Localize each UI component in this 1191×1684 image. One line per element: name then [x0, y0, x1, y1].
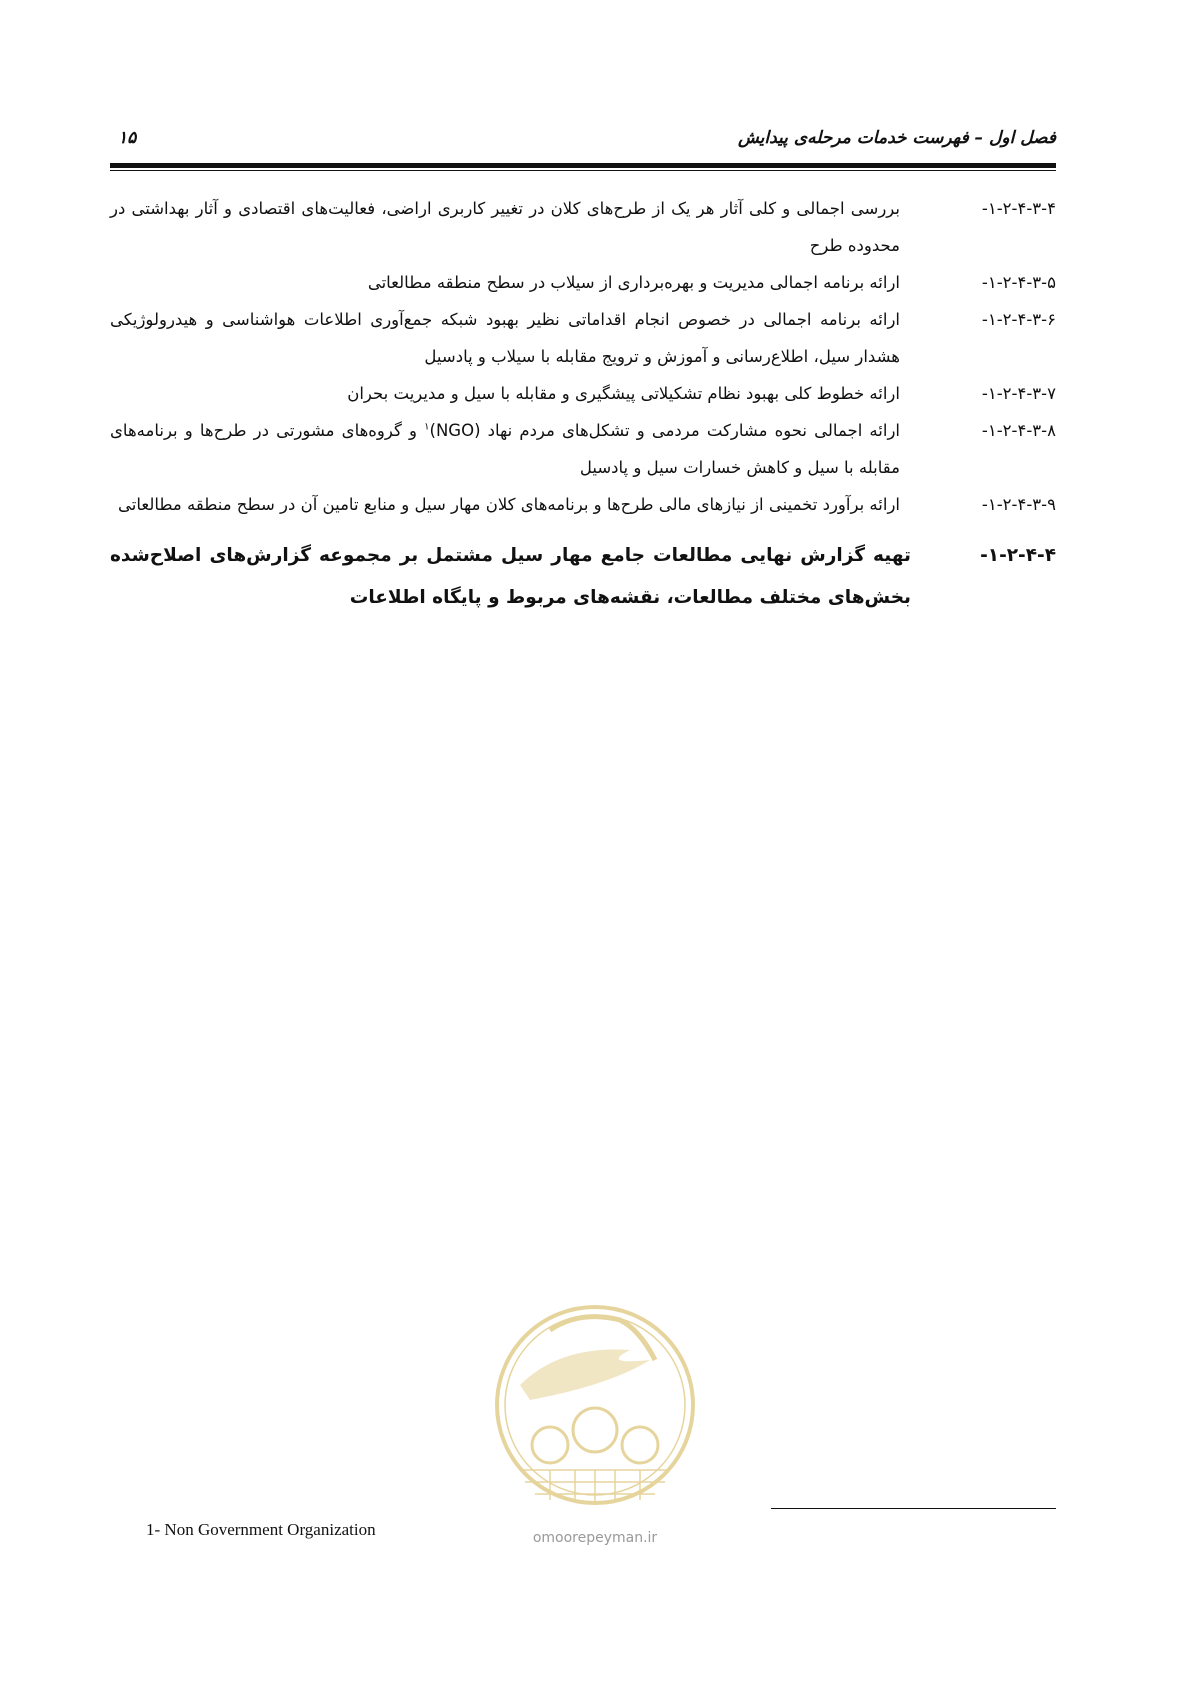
item-number: ۱-۲-۴-۳-۷- — [981, 384, 1056, 403]
list-item — [110, 301, 1056, 375]
chapter-title: فصل اول – فهرست خدمات مرحله‌ی پیدایش — [738, 128, 1056, 148]
item-number: ۱-۲-۴-۳-۴- — [981, 199, 1056, 218]
list-item — [110, 375, 1056, 412]
footnote-mark: ۱ — [424, 421, 430, 433]
list-item — [110, 412, 1056, 486]
section-heading — [110, 535, 1056, 619]
list-item — [110, 486, 1056, 523]
item-number: ۱-۲-۴-۳-۶- — [981, 310, 1056, 329]
item-text-before: ارائه اجمالی نحوه مشارکت مردمی و تشکل‌های مردم نهاد (NGO) — [429, 421, 900, 440]
header-rule — [110, 163, 1056, 168]
item-text-after: و گروه‌های مشورتی در طرح‌ها و برنامه‌های مقابله با سیل و کاهش خسارات سیل و پادسیل — [110, 421, 900, 477]
body-content — [110, 190, 1056, 619]
list-item — [110, 264, 1056, 301]
item-text: ارائه برنامه اجمالی در خصوص انجام اقداماتی نظیر بهبود شبکه جمع‌آوری اطلاعات هواشناسی و هیدرولوژیکی هشدار سیل، اطلاع‌رسانی و آموزش و ترویج مقابله با سیلاب و پادسیل — [110, 310, 900, 366]
section-title: تهیه گزارش نهایی مطالعات جامع مهار سیل مشتمل بر مجموعه گزارش‌های اصلاح‌شده بخش‌های مختلف مطالعات، نقشه‌های مربوط و پایگاه اطلاعات — [110, 545, 911, 608]
item-text: ارائه خطوط کلی بهبود نظام تشکیلاتی پیشگیری و مقابله با سیل و مدیریت بحران — [347, 384, 900, 403]
page-number: ۱۵ — [118, 128, 137, 148]
section-number: ۱-۲-۴-۴- — [980, 545, 1056, 566]
item-number: ۱-۲-۴-۳-۵- — [981, 273, 1056, 292]
list-item — [110, 190, 1056, 264]
item-text: بررسی اجمالی و کلی آثار هر یک از طرح‌های کلان در تغییر کاربری اراضی، فعالیت‌های اقتصادی و آثار بهداشتی در محدوده طرح — [110, 199, 900, 255]
item-text: ارائه برنامه اجمالی مدیریت و بهره‌برداری از سیلاب در سطح منطقه مطالعاتی — [367, 273, 900, 292]
watermark-logo-icon — [490, 1290, 700, 1530]
footnote-rule — [771, 1508, 1056, 1509]
header-rule-thin — [110, 170, 1056, 171]
footnote: 1- Non Government Organization — [146, 1520, 376, 1539]
item-text — [110, 412, 900, 486]
item-text: ارائه برآورد تخمینی از نیازهای مالی طرح‌ها و برنامه‌های کلان مهار سیل و منابع تامین آن در سطح منطقه مطالعاتی — [118, 495, 900, 514]
item-number: ۱-۲-۴-۳-۸- — [981, 421, 1056, 440]
page-header — [110, 128, 1056, 158]
item-number: ۱-۲-۴-۳-۹- — [981, 495, 1056, 514]
watermark-url: omoorepeyman.ir — [532, 1530, 658, 1546]
